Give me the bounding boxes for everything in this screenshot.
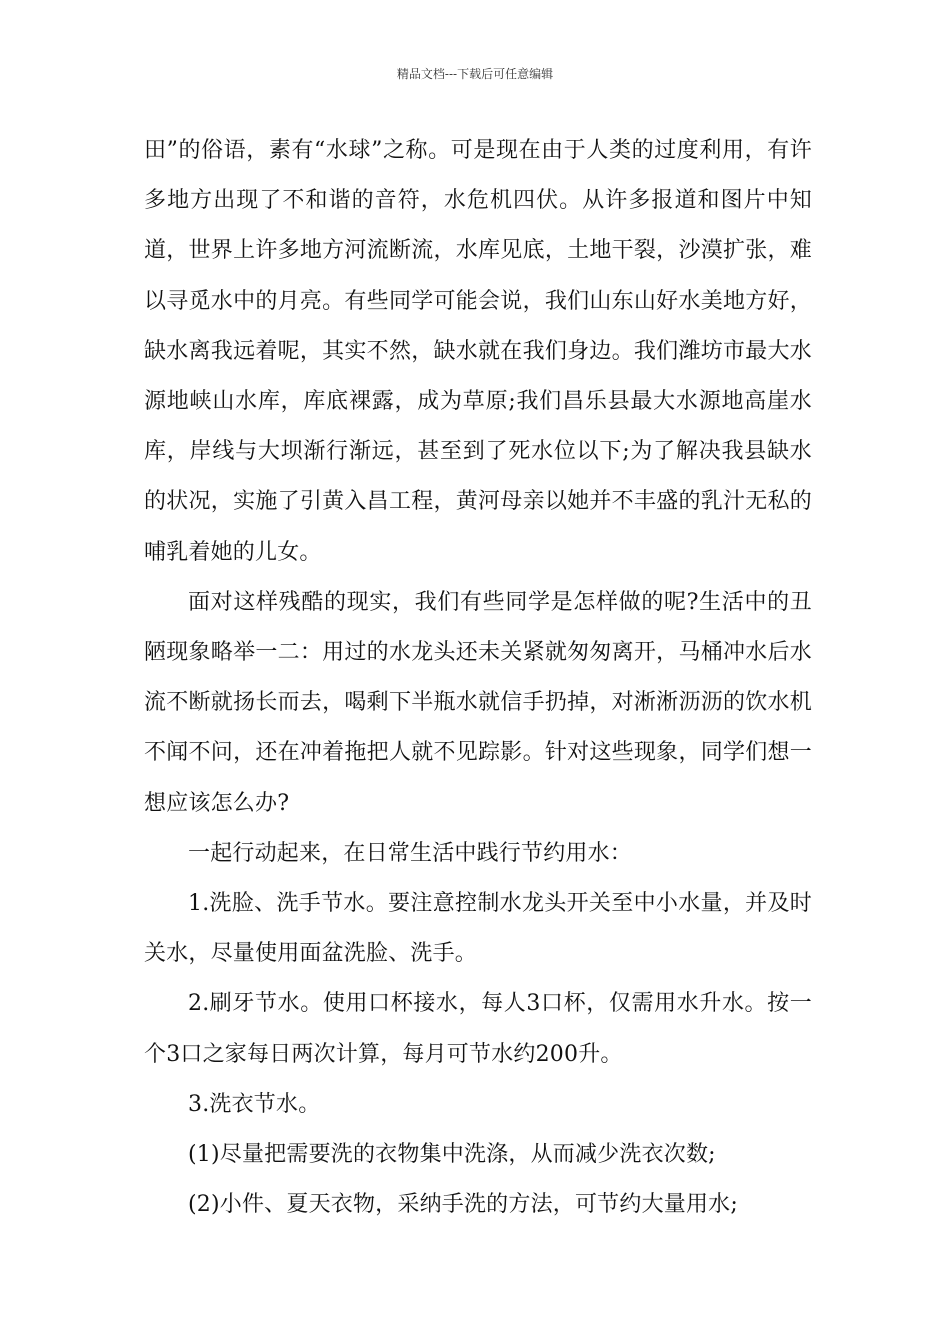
document-body — [144, 126, 812, 1230]
sub-item-laundry-2: (2)小件、夏天衣物，采纳手洗的方法，可节约大量用水; — [188, 1192, 738, 1218]
paragraph-water-crisis: 田”的俗语，素有“水球”之称。可是现在由于人类的过度利用，有许多地方出现了不和谐的音符，水危机四伏。从许多报道和图片中知道，世界上许多地方河流断流，水库见底，土地干裂，沙漠扩张，难以寻觅水中的月亮。有些同学可能会说，我们山东山好水美地方好，缺水离我远着呢，其实不然，缺水就在我们身边。我们潍坊市最大水源地峡山水库，库底裸露，成为草原;我们昌乐县最大水源地高崖水库，岸线与大坝渐行渐远，甚至到了死水位以下;为了解决我县缺水的状况，实施了引黄入昌工程，黄河母亲以她并不丰盛的乳汁无私的哺乳着她的儿女。 — [144, 138, 812, 565]
page-header: 精品文档---下载后可任意编辑 — [396, 67, 554, 81]
sub-item-laundry-1: (1)尽量把需要洗的衣物集中洗涤，从而减少洗衣次数; — [188, 1142, 716, 1168]
paragraph-call-to-action: 一起行动起来，在日常生活中践行节约用水： — [188, 840, 633, 866]
list-item-face-hands: 1.洗脸、洗手节水。要注意控制水龙头开关至中小水量，并及时关水，尽量使用面盆洗脸、洗手。 — [144, 891, 812, 967]
list-item-brushing-teeth: 2.刷牙节水。使用口杯接水，每人3口杯，仅需用水升水。按一个3口之家每日两次计算，每月可节水约200升。 — [144, 991, 812, 1067]
paragraph-bad-habits: 面对这样残酷的现实，我们有些同学是怎样做的呢?生活中的丑陋现象略举一二：用过的水龙头还未关紧就匆匆离开，马桶冲水后水流不断就扬长而去，喝剩下半瓶水就信手扔掉，对淅淅沥沥的饮水机不闻不问，还在冲着拖把人就不见踪影。针对这些现象，同学们想一想应该怎么办? — [144, 589, 812, 816]
list-item-laundry: 3.洗衣节水。 — [188, 1091, 321, 1117]
